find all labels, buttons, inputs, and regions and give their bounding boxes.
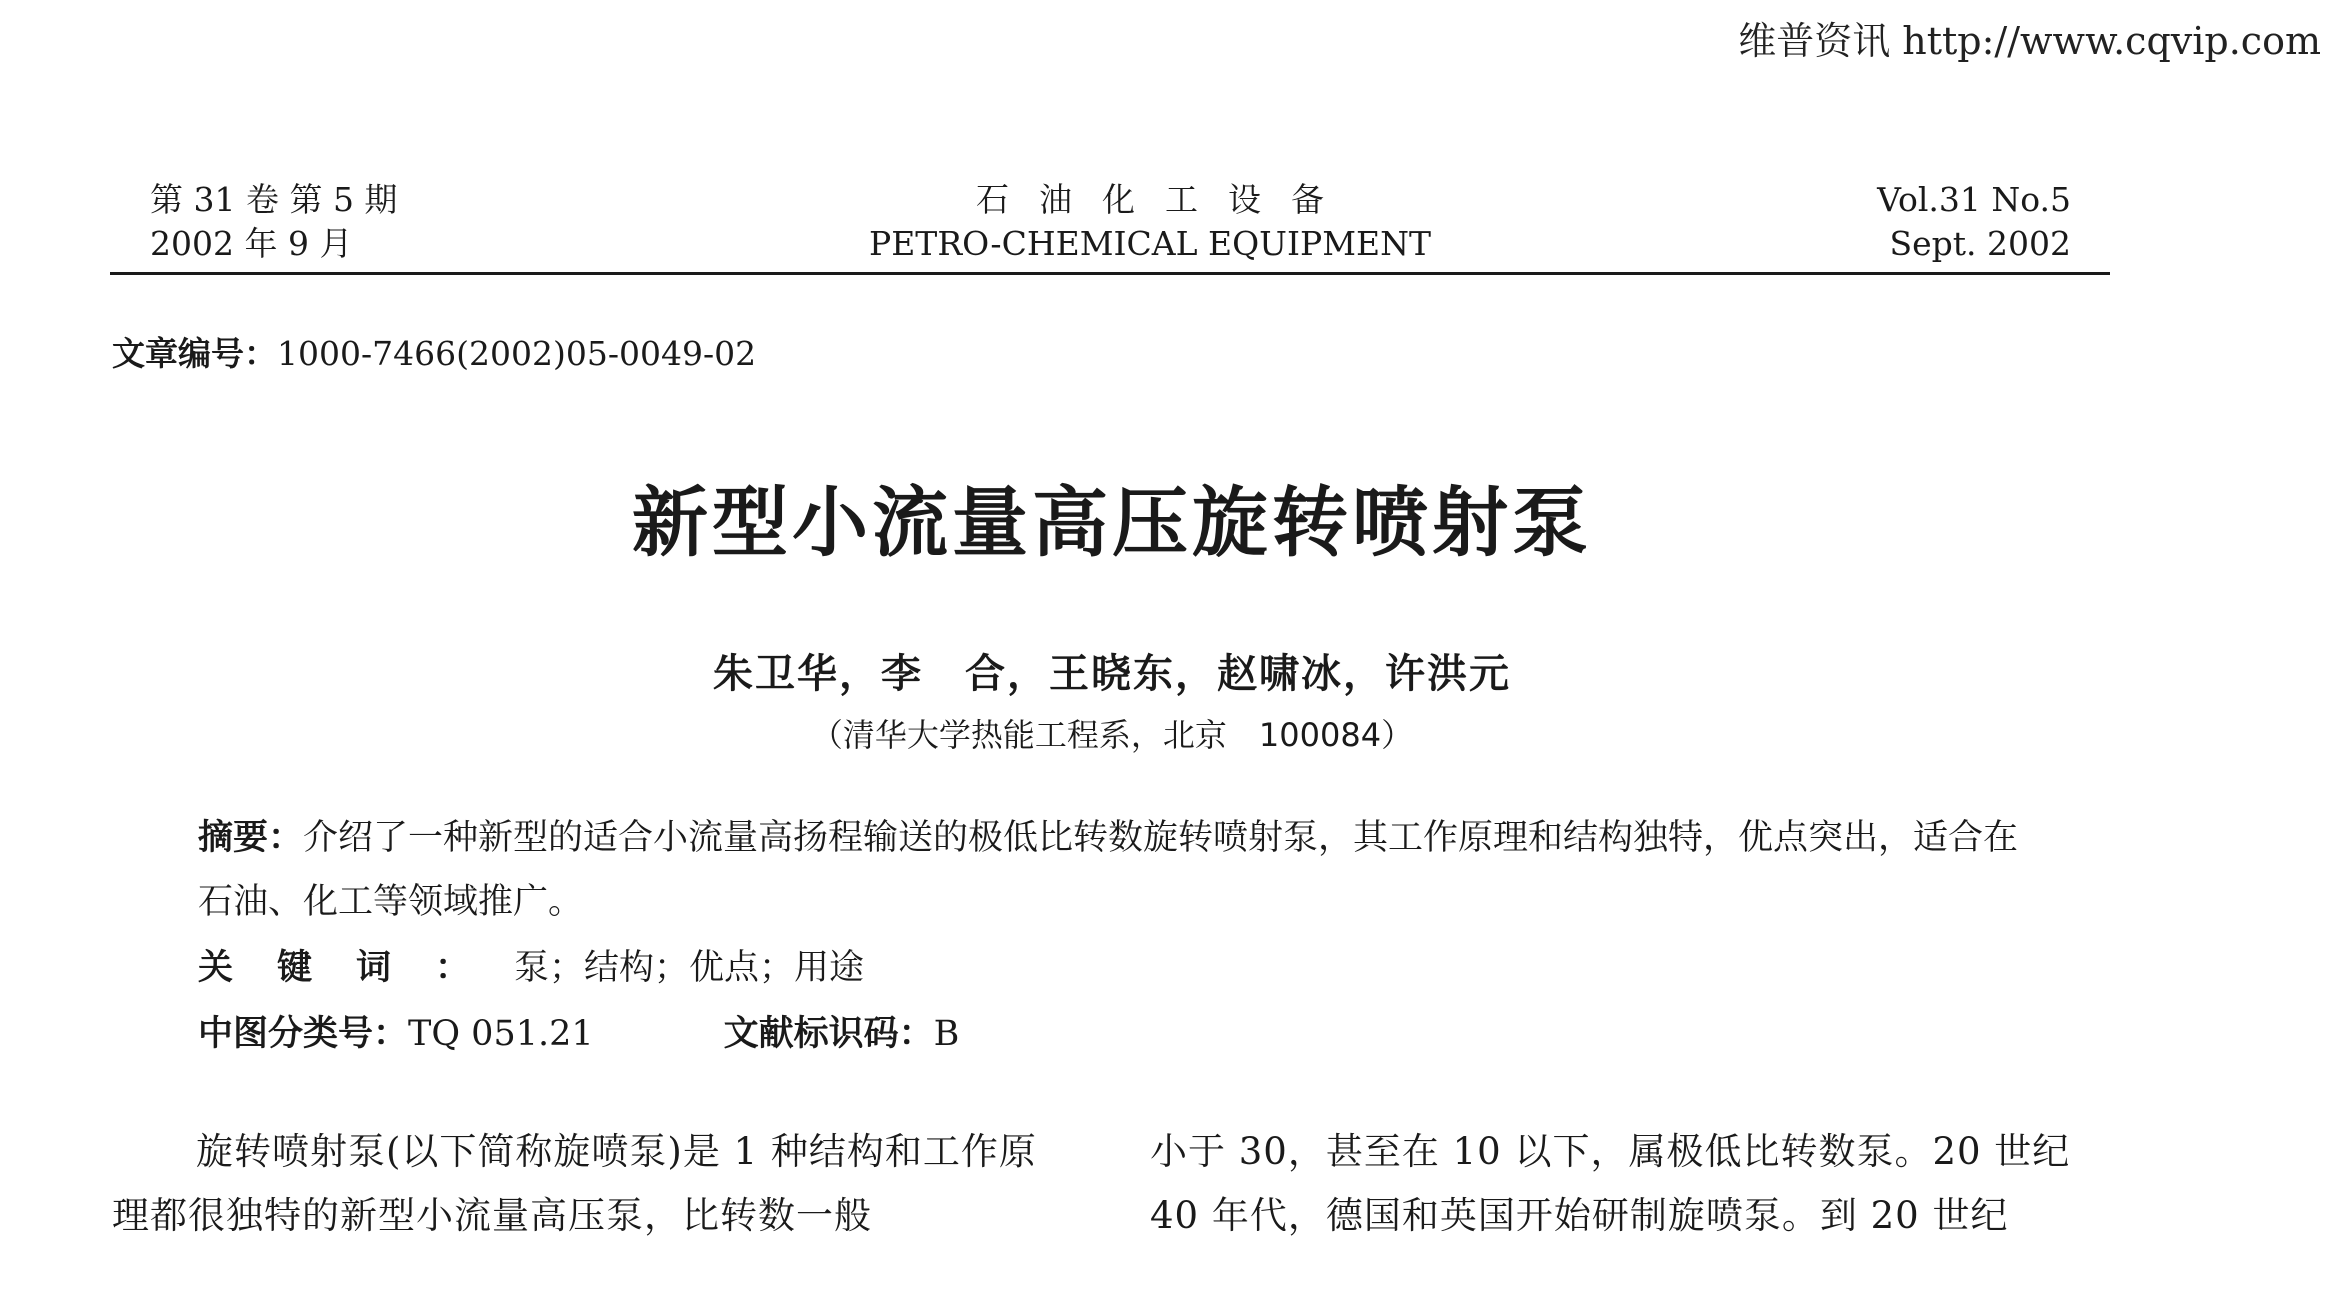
article-number [112,328,756,375]
keywords-text: 泵；结构；优点；用途 [514,948,865,988]
abstract-text: 介绍了一种新型的适合小流量高扬程输送的极低比转数旋转喷射泵，其工作原理和结构独特，优点突出，适合在石油、化工等领域推广。 [198,818,2019,922]
watermark: 维普资讯 http://www.cqvip.com [1738,19,2321,63]
journal-name-cn: 石油化工设备 [976,180,1354,219]
keywords-label: 关键词： [198,948,515,988]
issue-date-line: 2002 年 9 月 [150,224,353,263]
article-number-value: 1000-7466(2002)05-0049-02 [277,334,757,373]
header-rule [110,272,2110,275]
body-left-column: 旋转喷射泵(以下简称旋喷泵)是 1 种结构和工作原理都很独特的新型小流量高压泵，比转数一般 [112,1130,1037,1237]
affiliation: （清华大学热能工程系，北京 100084） [810,716,1414,754]
body-right-column: 小于 30，甚至在 10 以下，属极低比转数泵。20 世纪 40 年代，德国和英国开始研制旋喷泵。到 20 世纪 [1150,1130,2071,1237]
volume-issue-en-line: Vol.31 No.5 [1877,180,2071,219]
classification [198,1006,959,1056]
journal-name-en: PETRO-CHEMICAL EQUIPMENT [869,224,1431,263]
paper-title: 新型小流量高压旋转喷射泵 [632,478,1592,567]
clc-label: 中图分类号： [198,1014,409,1054]
abstract [198,806,2028,934]
authors: 朱卫华，李 合，王晓东，赵啸冰，许洪元 [713,651,1511,697]
doc-code-value: B [933,1014,960,1054]
clc-value: TQ 051.21 [408,1014,594,1054]
abstract-label: 摘要： [198,818,304,858]
volume-issue-en [1877,178,2071,266]
keywords [198,940,864,990]
issue-date-en-line: Sept. 2002 [1889,224,2071,263]
article-number-label: 文章编号： [112,334,277,373]
journal-name [820,178,1480,266]
doc-code-label: 文献标识码： [723,1014,934,1054]
volume-issue-line: 第 31 卷 第 5 期 [150,180,398,219]
volume-issue [150,178,397,266]
